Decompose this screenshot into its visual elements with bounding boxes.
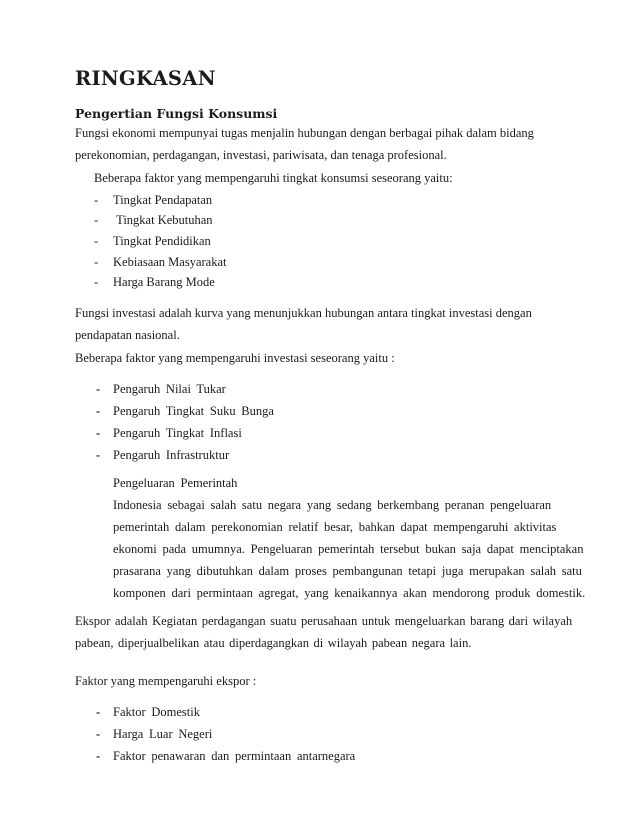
list-item xyxy=(75,400,580,422)
dash-bullet: - xyxy=(94,213,99,228)
paragraph-faktor-ekspor: Faktor yang mempengaruhi ekspor : xyxy=(75,673,257,688)
text-line: prasarana yang dibutuhkan dalam proses pembangunan tetapi juga merupakan salah satu xyxy=(113,564,582,578)
dash-bullet: - xyxy=(94,234,99,248)
dash-bullet: - xyxy=(96,404,101,418)
list-item-label: Pengaruh Nilai Tukar xyxy=(113,382,226,396)
dash-bullet: - xyxy=(96,705,101,720)
list-item-label: Harga Luar Negeri xyxy=(113,727,213,742)
paragraph-ekspor xyxy=(75,610,580,655)
dash-bullet: - xyxy=(94,254,99,269)
list-item-label: Pengaruh Infrastruktur xyxy=(113,448,230,462)
text-line: komponen dari permintaan agregat, yang kenaikannya akan mendorong produk domestik. xyxy=(113,586,586,600)
section-subheading: Pengertian Fungsi Konsumsi xyxy=(75,106,278,121)
list-item xyxy=(75,444,580,466)
list-item-label: Pengaruh Tingkat Suku Bunga xyxy=(113,404,274,418)
list-item xyxy=(75,231,580,252)
dash-bullet: - xyxy=(94,275,99,290)
list-item xyxy=(75,378,580,400)
list-item xyxy=(75,745,580,767)
text-line: Pengeluaran Pemerintah xyxy=(113,476,238,490)
list-item-label: Kebiasaan Masyarakat xyxy=(113,254,227,269)
dash-bullet: - xyxy=(96,426,101,440)
text-line: pendapatan nasional. xyxy=(75,328,180,343)
list-faktor-konsumsi xyxy=(75,190,580,293)
list-item xyxy=(75,210,580,231)
dash-bullet: - xyxy=(96,749,101,764)
list-item-label: Faktor Domestik xyxy=(113,705,200,720)
list-item-label: Harga Barang Mode xyxy=(113,275,215,290)
text-line: pemerintah dalam perekonomian relatif besar, bahkan dapat mempengaruhi aktivitas xyxy=(113,520,557,534)
list-item-label: Tingkat Pendidikan xyxy=(113,234,211,248)
paragraph-fungsi-konsumsi xyxy=(75,122,580,167)
list-item-label: Tingkat Pendapatan xyxy=(113,192,213,207)
list-item-label: Pengaruh Tingkat Inflasi xyxy=(113,426,242,440)
list-item xyxy=(75,252,580,273)
list-intro-konsumsi: Beberapa faktor yang mempengaruhi tingkat konsumsi seseorang yaitu: xyxy=(94,170,453,185)
list-faktor-ekspor xyxy=(75,701,580,767)
dash-bullet: - xyxy=(96,448,101,462)
list-item-label: Faktor penawaran dan permintaan antarnegara xyxy=(113,749,356,764)
list-item xyxy=(75,723,580,745)
text-line: Ekspor adalah Kegiatan perdagangan suatu perusahaan untuk mengeluarkan barang dari wilayah xyxy=(75,614,573,628)
list-item-label: Tingkat Kebutuhan xyxy=(113,213,213,228)
list-item xyxy=(75,701,580,723)
text-line: pabean, diperjualbelikan atau diperdagangkan di wilayah pabean negara lain. xyxy=(75,636,472,651)
text-line: perekonomian, perdagangan, investasi, pariwisata, dan tenaga profesional. xyxy=(75,148,447,163)
dash-bullet: - xyxy=(96,727,101,742)
list-item xyxy=(75,272,580,293)
dash-bullet: - xyxy=(94,192,99,207)
text-line: ekonomi pada umumnya. Pengeluaran pemerintah tersebut bukan saja dapat menciptakan xyxy=(113,542,584,556)
paragraph-pengeluaran-pemerintah xyxy=(113,472,586,604)
dash-bullet: - xyxy=(96,382,101,396)
list-item xyxy=(75,422,580,444)
list-item xyxy=(75,190,580,211)
text-line: Fungsi investasi adalah kurva yang menunjukkan hubungan antara tingkat investasi dengan xyxy=(75,305,532,320)
list-intro-investasi: Beberapa faktor yang mempengaruhi investasi seseorang yaitu : xyxy=(75,350,395,365)
text-line: Indonesia sebagai salah satu negara yang sedang berkembang peranan pengeluaran xyxy=(113,498,552,512)
list-faktor-investasi xyxy=(75,378,580,466)
page-title: RINGKASAN xyxy=(75,67,216,90)
paragraph-fungsi-investasi xyxy=(75,302,580,347)
text-line: Fungsi ekonomi mempunyai tugas menjalin hubungan dengan berbagai pihak dalam bidang xyxy=(75,126,534,140)
